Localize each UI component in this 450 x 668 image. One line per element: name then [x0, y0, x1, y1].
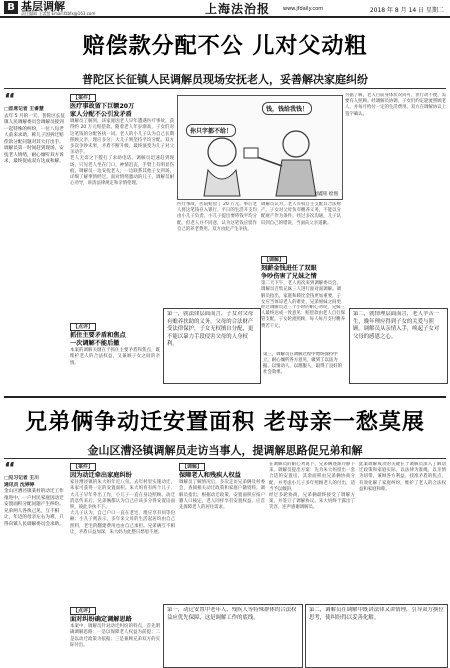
body-text: 医疗事故，医院赔偿了 20 万元。事后老人将这笔钱存入银行，平日的生活开支均由小儿子负责。小儿子提出要将钱平均分配，但老人并不同意，认为这笔钱应留作自己的养老费用。双方由此产生争执。 [177, 202, 257, 232]
story1-column-right [345, 93, 446, 301]
comment-text: 第二，就情理层面而言，老人辛苦一生，晚年理应得到子女的关爱与照顾。调解员从亲情入手，唤起子女对父母的感恩之心。 [353, 311, 440, 340]
comment-box-4 [305, 604, 448, 668]
quote-mark-icon: “ [4, 462, 16, 479]
comment-box-3 [163, 604, 303, 668]
story1-byline: □首席记者 王睿慧 [4, 107, 44, 112]
body-text: 此案调解成功的关键在于调解员深入了解动迁政策和家庭实际，以法律为准绳，以亲情为纽带，兼顾各方利益，找准矛盾的焦点，有效化解了家庭纠纷，维护了老人的合法权益和家庭和睦。 [359, 462, 446, 492]
box-heading: 因为动迁牵出家庭纠纷 [70, 472, 132, 480]
newspaper-name: 上海法治报 [205, 2, 271, 16]
story2-column-2 [179, 462, 265, 602]
box-heading: 医疗事故留下巨额20万 家人分配不公引发矛盾 [70, 103, 135, 119]
body-text: 家住漕泾镇的朱大妈年近八旬。去年村里实施动迁，朱家可获得一定的安置面积。朱大妈育有两个儿子，大儿子早年外出工作，小儿子一直在身边照顾。动迁消息传来后，兄弟俩都认为自己应该多分得安置房面积，彼此争执不下。 [70, 480, 175, 511]
story2-column-1 [70, 462, 175, 602]
cartoon-illustration [177, 95, 343, 200]
body-text: 调解员了解到，该家庭因老人早年遭遇医疗事故，获得约 20 万元赔偿款。随着老人年岁渐高，子女们对这笔钱的分配各执一词。老人的小儿子认为自己长期照顾父亲，理应多分；大儿子则坚持平均分配。双方多次争吵未果，矛盾不断升级，最终演变为儿子对父亲动手。 [70, 119, 174, 156]
speech-bubble-2: 你只字都不给！ [186, 124, 236, 137]
section-divider [4, 396, 446, 398]
box-heading: 刻薪金钱进任了双眼 争吵伤害了兄妹之情 [261, 265, 317, 281]
case-tag: 【案件】 [70, 463, 96, 471]
story2-subhead: 金山区漕泾镇调解员走访当事人，提调解思路促兄弟和解 [87, 444, 363, 457]
comment-tag: 【点评】 [70, 607, 96, 615]
newspaper-url[interactable]: www.jfdaily.com [283, 6, 324, 12]
story1-subhead: 普陀区长征镇人民调解员现场安抚老人，妥善解决家庭纠纷 [82, 73, 368, 86]
body-text: 大儿子认为，自己户口一直在老宅，理应享有同等份额；小儿子则表示，多年来父母的生活起居均由自己照料，老宅的翻建费用也由自己承担。兄弟俩互不相让，矛盾日益加深，朱大妈为此整日愁眉不展。 [70, 511, 175, 535]
body-text: 本案中，调解员针对动迁纠纷的特点，首先明确调解思路：一是以保障老人权益为前提；二是以动迁政策为依据；三是兼顾兄弟双方的实际付出。 [70, 624, 160, 648]
quote-mark-icon: “ [4, 93, 16, 110]
comment-text: 第一，就法律层面而言，子女对父母有赡养扶助的义务。父母的合法财产受法律保护，子女无权擅自分配，更不能以暴力手段侵害父母的人身权利。 [167, 311, 254, 348]
divider [4, 458, 446, 459]
comment-tag: 【点评】 [70, 323, 96, 331]
story1-comment [70, 322, 160, 390]
cartoon-drawing [178, 96, 342, 199]
comment-text: 第三，调解员在调解过程中始终保持中立，耐心倾听各方意见，做到了以法为据、以情动人、以理服人，取得了良好的社会效果。 [263, 352, 343, 375]
divider [4, 88, 446, 89]
mediation-tag: 【调解】 [179, 463, 205, 471]
box-heading: 保障老人和残疾人权益 [179, 472, 241, 480]
story2-lead [4, 462, 66, 602]
issue-date: 2018 年 8 月 14 日 星期二 [369, 7, 444, 14]
section-title: 基层调解 [21, 0, 65, 13]
story1-column-3 [177, 202, 257, 302]
story1-mediation [261, 255, 341, 305]
case-tag: 【案件】 [70, 94, 96, 102]
body-text: 第二天下午，老人再次来到调解委员会。调解员召集兄妹三人进行面对面调解。调解员指出，家庭和睦比金钱更加重要，子女应当体谅老人的难处，兄弟姐妹之间更 [261, 281, 341, 305]
body-text: 调解员了解情况后，多次走访兄弟俩及村委会，查阅相关动迁政策和家庭户籍资料。调解员指出，根据动迁政策，安置面积应按户籍人口核定，老人同样享有安置权益，应首先保障老人的居住需求。 [179, 480, 265, 511]
body-text: 经过多轮协商，兄弟俩最终接受了调解方案，并签订了调解协议。朱大妈终于露出了笑容，连声感谢调解员。 [269, 493, 355, 511]
body-text: 老人无奈之下拨打了求助电话。调解员迅速赶到现场，只见老人坐在门口，神情沮丧，手臂上有明显伤痕。调解员一边安抚老人，一边联系其他子女到场，详细了解事情经过。面对情绪激动的儿子，调解员耐心劝导，讲清法律规定和亲情伦理。 [70, 156, 174, 187]
story2-comment [70, 606, 160, 666]
story2-byline: □见习记者 王川 通讯员 沈婷婷 [4, 476, 39, 488]
story2-headline: 兄弟俩争动迁安置面积 老母亲一愁莫展 [25, 409, 425, 435]
speech-bubble-1: 钱，钱给我钱！ [262, 102, 312, 115]
masthead [0, 0, 450, 18]
comment-box-1 [163, 308, 261, 384]
box-heading: 抓住主要矛盾和焦点 一次调解不能后撤 [70, 332, 126, 348]
body-text: 本案的调解关键在于抓住主要矛盾和焦点，既维护老人的合法权益，又兼顾子女之间的亲情。 [70, 348, 160, 366]
story1-lead [4, 93, 66, 318]
cartoon-credit: 刘鑫铭 绘图 [314, 192, 338, 197]
story1-column-1 [70, 93, 174, 301]
body-text: 调解员认为，老人有权自主支配其合法财产。子女对父母负有赡养义务，不能以分配财产作为条件。经过多次沟通，儿子认识到自己的错误，当面向父亲道歉。 [261, 202, 341, 226]
editor-line: 责任编辑 王睿慧 Email:fzbfx@163.com [21, 11, 96, 16]
comment-box-2 [349, 308, 448, 384]
comment-text: 第二，调解员在调解中既讲法律又讲情理，引导双方换位思考，使纠纷得以妥善化解。 [309, 607, 444, 621]
story2-lead-text: 金山区漕泾镇某村的动迁工作推进中，一户村民家庭因动迁安置面积分配问题产生纠纷。兄弟两人各执己见，互不相让，年迈的母亲左右为难，只得向镇人民调解委员会求助。 [4, 489, 64, 527]
comment-text: 第一，动迁安置中老年人、残疾人等特殊群体的合法权益应优先保障，这是调解工作的底线。 [167, 607, 297, 621]
story2-column-3 [269, 462, 355, 602]
mediation-tag: 【调解】 [261, 256, 287, 264]
story1-lead-text: 去年 5 月的一天，普陀区长征镇人民调解委员会调解员接到一起特殊的纠纷，一位八旬老人前来求助，称儿子因拆迁赔偿款分配问题对其大打出手。调解员第一时间赶到现场，安抚老人情绪，耐心倾听双方诉求，最终促成双方达成和解。 [4, 113, 65, 164]
section-logo: B [4, 1, 18, 14]
body-text: 另据了解，老人目前身体状况尚可，但行动不便，需要有人照顾。经调解员协调，子女们约定轮流照顾老人，并每月给付一定的生活费用。双方在调解协议上签字确认。 [345, 93, 446, 117]
story1-headline: 赔偿款分配不公 儿对父动粗 [82, 33, 368, 59]
body-text: 经过调解员近三个小时的耐心劝说，兄妹三人最终达成一致意见：赔偿款由老人自行保管支配，子女轮流照顾，每人每月支付赡养费若干元。 [261, 305, 345, 329]
story1-mediation-cont [261, 305, 345, 351]
body-text: 在调解员的耐心劝说下，兄弟俩逐渐冷静下来。调解员提出方案：先为朱大妈留出一套合适的安置房，其余面积由兄弟俩协商分配，并考虑小儿子多年照顾老人的付出，适当予以倾斜。 [269, 462, 355, 492]
story2-column-right [359, 462, 446, 602]
box-heading: 面对纠纷确定调解思路 [70, 616, 132, 624]
